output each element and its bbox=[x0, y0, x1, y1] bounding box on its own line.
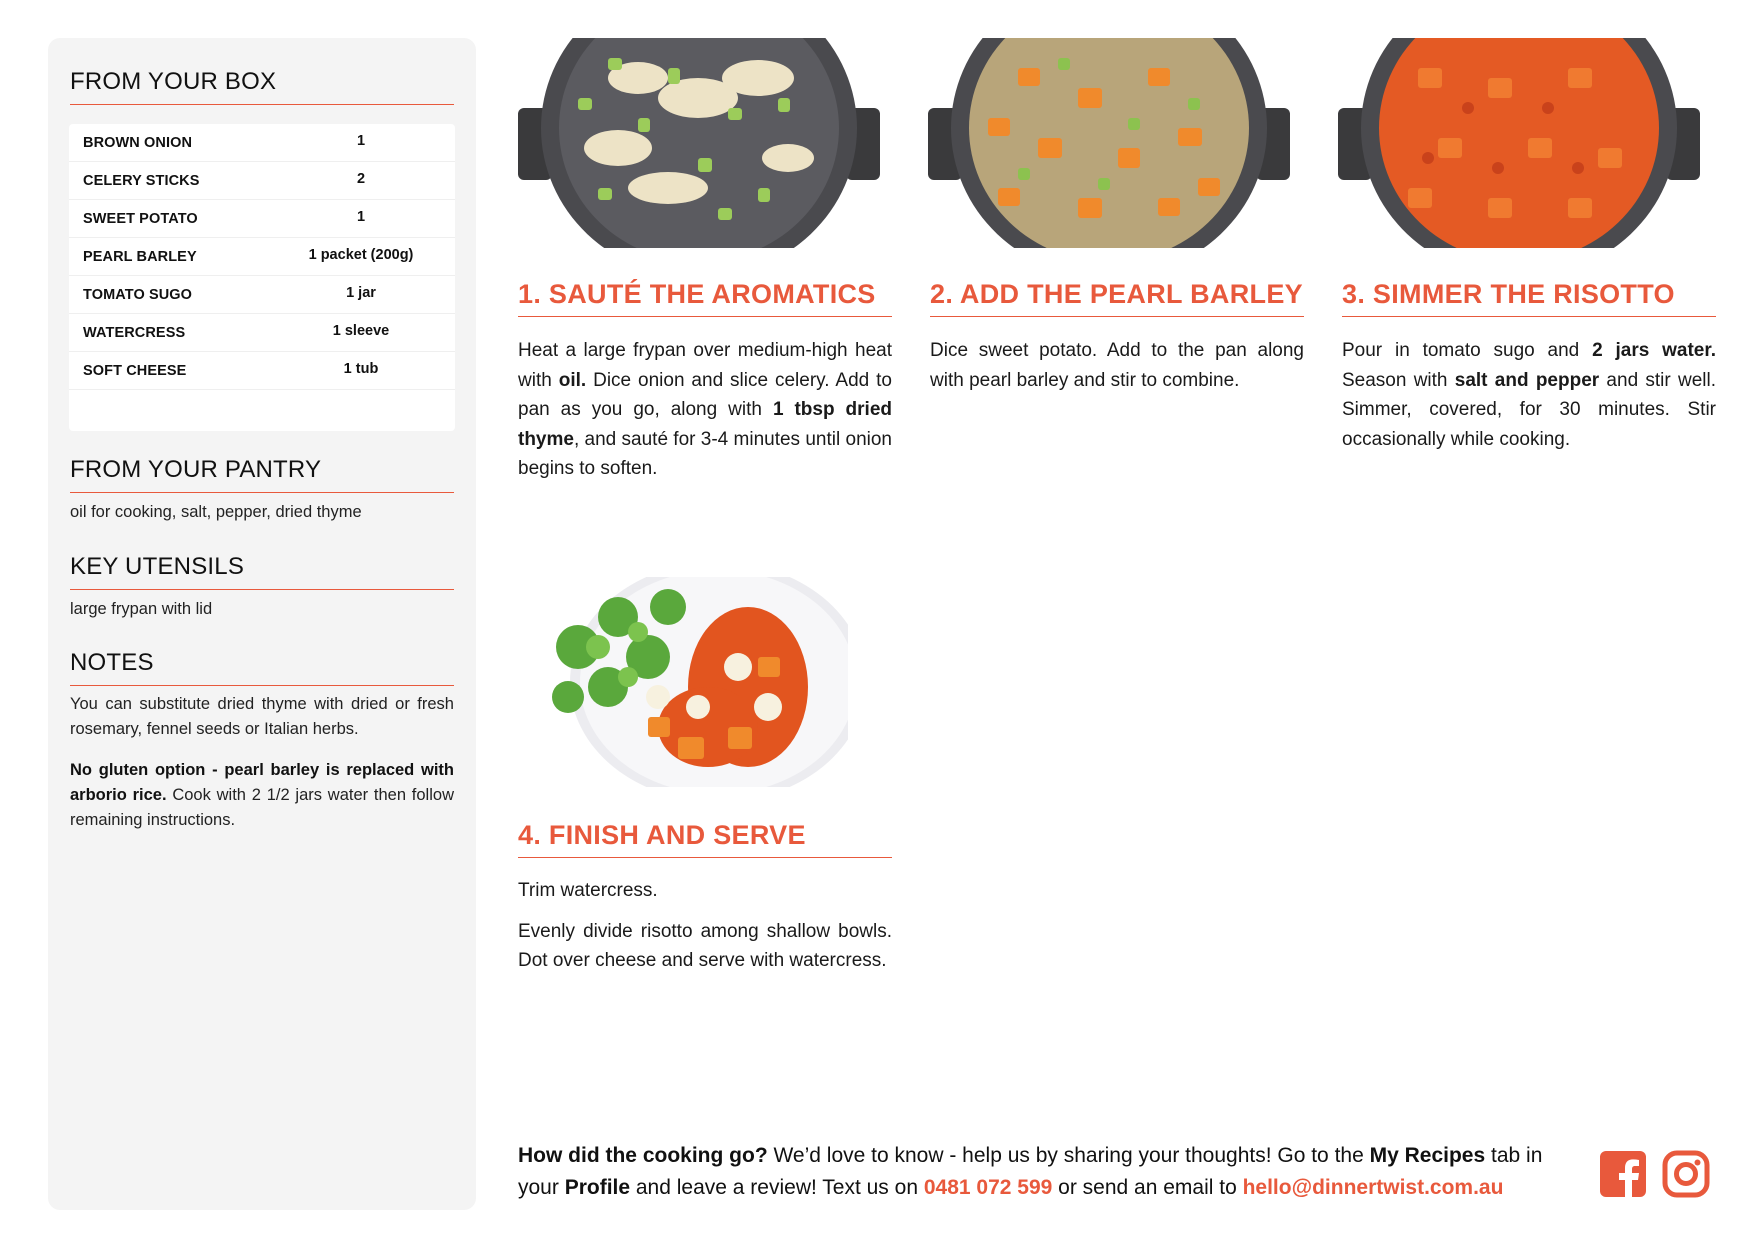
footer-text: tab in your bbox=[518, 1144, 1543, 1199]
step-4-paragraph-2: Evenly divide risotto among shallow bowls. Dot over cheese and serve with watercress. bbox=[518, 920, 892, 971]
ingredient-name: TOMATO SUGO bbox=[83, 287, 193, 303]
step-3-title: 3. SIMMER THE RISOTTO bbox=[1342, 279, 1716, 317]
pantry-text: oil for cooking, salt, pepper, dried thyme bbox=[70, 503, 362, 521]
box-title: FROM YOUR BOX bbox=[70, 68, 454, 105]
step-4-title: 4. FINISH AND SERVE bbox=[518, 820, 892, 858]
text-run: Dice onion and slice celery. Add to pan as you go, along with bbox=[518, 369, 892, 420]
footer-text: or send an email to bbox=[1052, 1175, 1243, 1199]
ingredient-qty: 1 tub bbox=[343, 361, 379, 377]
notes-gluten-text bbox=[70, 758, 454, 833]
utensils-title: KEY UTENSILS bbox=[70, 553, 454, 590]
text-run-bold: 2 jars water. bbox=[1592, 340, 1717, 361]
text-run-bold: salt and pepper bbox=[1454, 369, 1600, 391]
footer-text: and leave a review! Text us on bbox=[630, 1175, 924, 1199]
table-row bbox=[69, 200, 455, 238]
ingredients-sidebar bbox=[48, 38, 476, 1210]
notes-gluten-rest: Cook with 2 1/2 jars water then follow remaining instructions. bbox=[70, 786, 454, 829]
notes-text: You can substitute dried thyme with dried or fresh rosemary, fennel seeds or Italian herbs. bbox=[70, 695, 454, 738]
ingredient-qty: 1 packet (200g) bbox=[308, 247, 414, 263]
ingredient-qty: 1 bbox=[356, 209, 366, 225]
step-4-paragraph-1: Trim watercress. bbox=[518, 880, 658, 901]
step-1-image bbox=[518, 38, 880, 248]
table-row bbox=[69, 276, 455, 314]
footer-text: We’d love to know - help us by sharing your thoughts! Go to the bbox=[767, 1144, 1370, 1167]
step-1-paragraph bbox=[518, 336, 892, 484]
text-run: Season with bbox=[1342, 369, 1455, 391]
ingredient-name: WATERCRESS bbox=[83, 325, 186, 341]
ingredient-name: CELERY STICKS bbox=[83, 173, 200, 189]
text-run: , and sauté for 3-4 minutes until onion begins to soften. bbox=[518, 428, 892, 479]
ingredient-qty: 1 jar bbox=[346, 285, 376, 301]
facebook-icon[interactable] bbox=[1599, 1150, 1647, 1198]
instagram-icon[interactable] bbox=[1662, 1150, 1710, 1198]
ingredient-name: SOFT CHEESE bbox=[83, 363, 187, 379]
ingredient-name: PEARL BARLEY bbox=[83, 249, 197, 265]
ingredient-name: SWEET POTATO bbox=[83, 211, 198, 227]
table-row bbox=[69, 314, 455, 352]
step-2-paragraph: Dice sweet potato. Add to the pan along with pearl barley and stir to combine. bbox=[930, 340, 1304, 391]
ingredient-qty: 1 sleeve bbox=[332, 323, 390, 339]
step-1-text bbox=[518, 336, 892, 495]
step-2-image bbox=[928, 38, 1290, 248]
step-2-title: 2. ADD THE PEARL BARLEY bbox=[930, 279, 1304, 317]
text-run: Pour in tomato sugo and bbox=[1342, 340, 1593, 361]
footer-question: How did the cooking go? bbox=[518, 1144, 768, 1167]
text-run-bold: 1 tbsp dried thyme bbox=[518, 399, 893, 450]
ingredient-qty: 1 bbox=[356, 133, 366, 149]
table-row bbox=[69, 162, 455, 200]
notes-gluten-bold: No gluten option - pearl barley is replaced with arborio rice. bbox=[70, 761, 454, 804]
pantry-title: FROM YOUR PANTRY bbox=[70, 456, 454, 493]
ingredient-name: BROWN ONION bbox=[83, 135, 193, 151]
box-ingredients-table bbox=[69, 124, 455, 431]
text-run: and stir well. Simmer, covered, for 30 minutes. Stir occasionally while cooking. bbox=[1342, 369, 1717, 450]
step-3-image bbox=[1338, 38, 1700, 248]
step-3-paragraph bbox=[1342, 336, 1716, 454]
table-row bbox=[69, 238, 455, 276]
step-1-title: 1. SAUTÉ THE AROMATICS bbox=[518, 279, 892, 317]
table-row bbox=[69, 352, 455, 390]
table-row bbox=[69, 124, 455, 162]
step-2-text bbox=[930, 336, 1304, 406]
step-4-text bbox=[518, 876, 892, 987]
email-link[interactable]: hello@dinnertwist.com.au bbox=[1242, 1175, 1504, 1199]
my-recipes-label: My Recipes bbox=[1369, 1144, 1486, 1167]
profile-label: Profile bbox=[564, 1175, 631, 1199]
text-run: Heat a large frypan over medium-high heat with bbox=[518, 340, 892, 391]
utensils-text: large frypan with lid bbox=[70, 600, 213, 618]
notes-title: NOTES bbox=[70, 649, 454, 686]
phone-link[interactable]: 0481 072 599 bbox=[923, 1175, 1053, 1199]
feedback-footer bbox=[518, 1140, 1578, 1203]
step-4-image bbox=[518, 577, 848, 787]
step-3-text bbox=[1342, 336, 1716, 465]
ingredient-qty: 2 bbox=[356, 171, 366, 187]
text-run-bold: oil. bbox=[558, 369, 587, 391]
